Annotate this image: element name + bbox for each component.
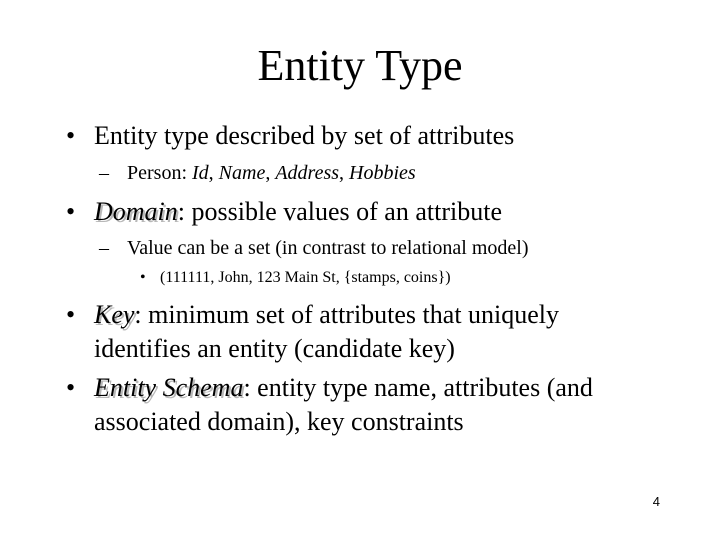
sub-bullet-dash: – [99, 237, 109, 259]
term-entity-schema: Entity Schema [94, 373, 244, 402]
sub-sub-bullet-marker: • [140, 269, 146, 286]
bullet-marker: • [66, 300, 76, 329]
attr-name: Name [218, 162, 266, 184]
bullet-entity-type-text: Entity type described by set of attributes [94, 121, 515, 150]
separator: , [208, 162, 219, 184]
attr-hobbies: Hobbies [349, 162, 416, 184]
bullet-entity-schema-line2: associated domain), key constraints [94, 407, 464, 436]
person-prefix: Person: [127, 162, 192, 184]
key-definition-part1: : minimum set of attributes that uniquely [134, 300, 560, 329]
entity-schema-definition-part1: : entity type name, attributes (and [243, 373, 593, 402]
sub-bullet-person-attributes [127, 161, 416, 185]
bullet-marker: • [66, 197, 76, 226]
domain-definition: : possible values of an attribute [177, 197, 502, 226]
separator: , [339, 162, 350, 184]
slide-title: Entity Type [257, 41, 463, 90]
term-key: Key [94, 300, 135, 329]
bullet-marker: • [66, 373, 76, 402]
separator: , [265, 162, 276, 184]
bullet-key-line1 [94, 300, 559, 330]
bullet-entity-schema-line1 [94, 373, 593, 403]
sub-sub-bullet-example-tuple: (111111, John, 123 Main St, {stamps, coins}) [160, 269, 451, 286]
page-number: 4 [652, 494, 660, 509]
bullet-domain-text [94, 197, 502, 227]
term-domain: Domain [94, 197, 178, 226]
attr-id: Id [192, 162, 209, 184]
bullet-key-line2: identifies an entity (candidate key) [94, 334, 455, 363]
sub-bullet-dash: – [99, 162, 109, 184]
attr-address: Address [275, 162, 340, 184]
sub-bullet-value-set: Value can be a set (in contrast to relational model) [127, 237, 529, 259]
bullet-marker: • [66, 121, 76, 150]
